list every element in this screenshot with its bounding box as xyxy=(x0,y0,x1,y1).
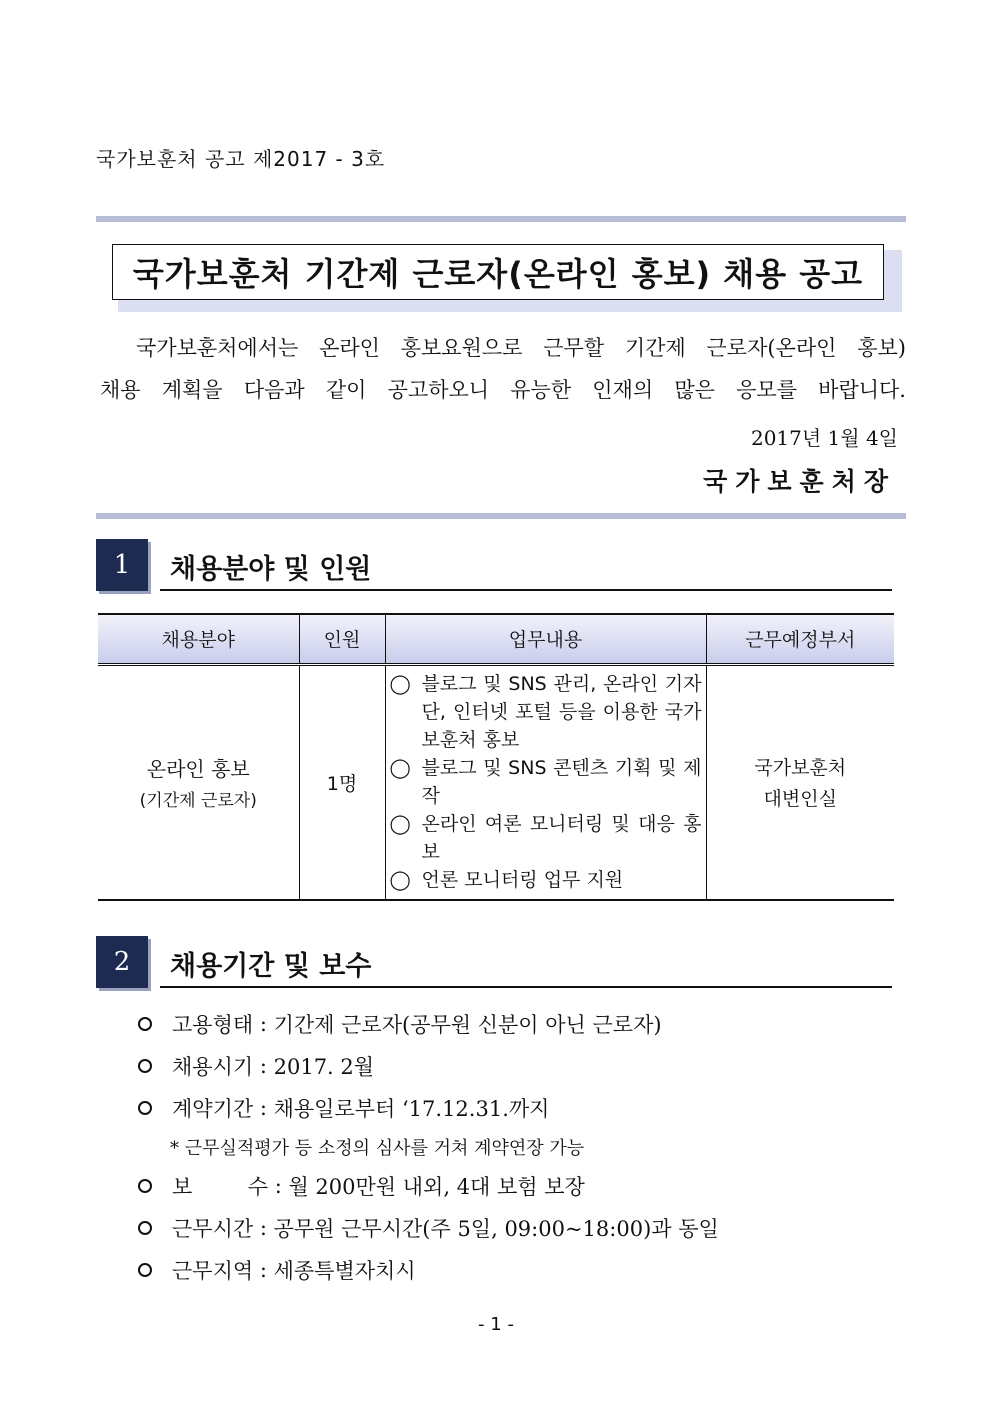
duty-item xyxy=(390,670,702,754)
section-1-title: 채용분야 및 인원 xyxy=(170,554,372,585)
item-value: 채용일로부터 ‘17.12.31.까지 xyxy=(273,1097,550,1121)
item-label: 근무지역 xyxy=(172,1259,254,1283)
item-separator: : xyxy=(259,1096,267,1120)
circle-bullet-icon xyxy=(138,1059,152,1073)
item-separator: : xyxy=(274,1174,282,1198)
header-count: 인원 xyxy=(299,614,385,664)
item-value: 기간제 근로자(공무원 신분이 아닌 근로자) xyxy=(273,1013,662,1037)
section-1-underline xyxy=(160,589,892,591)
circle-bullet-icon xyxy=(138,1263,152,1277)
item-separator: : xyxy=(259,1054,267,1078)
duty-item xyxy=(390,754,702,810)
section-2-underline xyxy=(160,986,892,988)
list-item xyxy=(138,1045,878,1087)
title-frame xyxy=(112,244,902,312)
section-2-title: 채용기간 및 보수 xyxy=(170,951,372,982)
table-header-row xyxy=(98,614,894,664)
item-label: 계약기간 xyxy=(172,1097,254,1121)
circle-bullet-icon xyxy=(138,1101,152,1115)
duty-text: 블로그 및 SNS 관리, 온라인 기자단, 인터넷 포털 등을 이용한 국가보훈처 홍보 xyxy=(421,673,702,752)
item-separator: : xyxy=(259,1012,267,1036)
contract-note: * 근무실적평가 등 소정의 심사를 거쳐 계약연장 가능 xyxy=(170,1138,585,1159)
page-number: - 1 - xyxy=(478,1314,514,1335)
header-duties: 업무내용 xyxy=(385,614,706,664)
intro-paragraph xyxy=(100,327,906,411)
header-field: 채용분야 xyxy=(98,614,299,664)
recruit-table xyxy=(98,613,894,901)
table-row xyxy=(98,664,894,900)
list-item xyxy=(138,1207,878,1249)
cell-field xyxy=(98,664,299,900)
duty-text: 블로그 및 SNS 콘텐츠 기획 및 제작 xyxy=(421,757,702,808)
item-label: 고용형태 xyxy=(172,1013,254,1037)
page-title: 국가보훈처 기간제 근로자(온라인 홍보) 채용 공고 xyxy=(112,244,884,300)
notice-date: 2017년 1월 4일 xyxy=(750,426,898,450)
top-rule xyxy=(96,216,906,222)
field-sub: (기간제 근로자) xyxy=(139,791,257,812)
item-value: 공무원 근무시간(주 5일, 09:00~18:00)과 동일 xyxy=(273,1217,719,1241)
intro-line-1: 국가보훈처에서는 온라인 홍보요원으로 근무할 기간제 근로자(온라인 홍보) xyxy=(136,336,906,360)
item-label: 보 수 xyxy=(172,1175,268,1199)
list-item xyxy=(138,1165,878,1207)
signer: 국가보훈처장 xyxy=(703,467,896,496)
circle-bullet-icon xyxy=(138,1179,152,1193)
bottom-rule xyxy=(96,513,906,519)
item-separator: : xyxy=(259,1258,267,1282)
circle-icon: ◯ xyxy=(389,673,411,696)
notice-number: 국가보훈처 공고 제2017 - 3호 xyxy=(96,147,386,171)
item-label: 채용시기 xyxy=(172,1055,254,1079)
circle-icon: ◯ xyxy=(389,869,411,892)
circle-bullet-icon xyxy=(138,1017,152,1031)
list-item xyxy=(138,1003,878,1045)
cell-duties xyxy=(385,664,706,900)
circle-icon: ◯ xyxy=(389,757,411,780)
list-item xyxy=(138,1087,878,1129)
item-separator: : xyxy=(259,1216,267,1240)
duty-text: 온라인 여론 모니터링 및 대응 홍보 xyxy=(421,813,702,864)
dept-line-1: 국가보훈처 xyxy=(754,757,847,780)
item-value: 월 200만원 내외, 4대 보험 보장 xyxy=(288,1175,585,1199)
cell-dept xyxy=(706,664,894,900)
circle-icon: ◯ xyxy=(389,813,411,836)
item-value: 세종특별자치시 xyxy=(273,1259,416,1283)
cell-count: 1명 xyxy=(299,664,385,900)
dept-line-2: 대변인실 xyxy=(763,788,837,811)
item-value: 2017. 2월 xyxy=(273,1055,375,1079)
field-name: 온라인 홍보 xyxy=(146,757,250,782)
list-item xyxy=(138,1249,878,1291)
item-label: 근무시간 xyxy=(172,1217,254,1241)
duty-text: 언론 모니터링 업무 지원 xyxy=(421,869,624,892)
duty-item xyxy=(390,866,702,894)
section-1-number: 1 xyxy=(96,539,148,591)
intro-line-2: 채용 계획을 다음과 같이 공고하오니 유능한 인재의 많은 응모를 바랍니다. xyxy=(100,378,906,402)
duty-item xyxy=(390,810,702,866)
section-2-number: 2 xyxy=(96,936,148,988)
header-dept: 근무예정부서 xyxy=(706,614,894,664)
circle-bullet-icon xyxy=(138,1221,152,1235)
terms-list xyxy=(138,1003,878,1291)
